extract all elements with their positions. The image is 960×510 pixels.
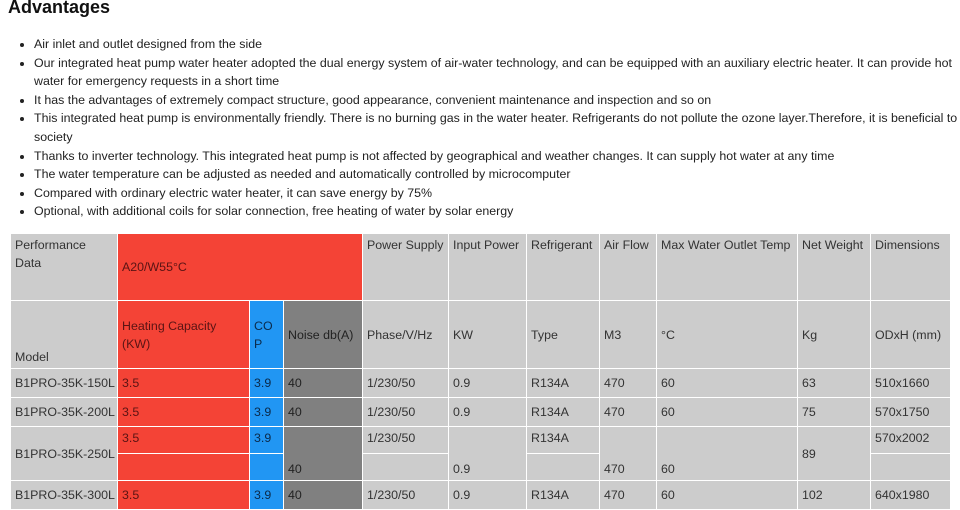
celsius-header: °C — [657, 301, 798, 369]
temp-cell: 60 — [657, 369, 798, 398]
dimensions-header: Dimensions — [871, 234, 951, 301]
list-item: • This integrated heat pump is environmentally friendly. There is no burning gas in the water heater. Refrigerants do not pollute the ozone layer.Therefore, it is beneficial to society — [34, 109, 960, 146]
type-header: Type — [527, 301, 600, 369]
capacity-cell: 3.5 — [118, 427, 250, 454]
phase-cell: 1/230/50 — [363, 369, 449, 398]
dimensions-cell: 570x1750 — [871, 398, 951, 427]
net-weight-header: Net Weight — [798, 234, 871, 301]
table-header-row — [11, 301, 951, 369]
cop-cell: 3.9 — [250, 481, 284, 510]
model-cell: B1PRO-35K-200L — [11, 398, 118, 427]
air-flow-cell: 470 — [600, 398, 657, 427]
refrigerant-cell: R134A — [527, 481, 600, 510]
weight-cell: 75 — [798, 398, 871, 427]
power-cell: 0.9 — [449, 398, 527, 427]
model-cell: B1PRO-35K-150L — [11, 369, 118, 398]
refrigerant-cell: R134A — [527, 398, 600, 427]
weight-cell: 102 — [798, 481, 871, 510]
list-item: • It has the advantages of extremely compact structure, good appearance, convenient maintenance and inspection and so on — [34, 91, 960, 110]
phase-cell: 1/230/50 — [363, 398, 449, 427]
refrigerant-cell-empty — [527, 454, 600, 481]
noise-cell: 40 — [284, 481, 363, 510]
cop-cell-empty — [250, 454, 284, 481]
list-item: • Optional, with additional coils for solar connection, free heating of water by solar energy — [34, 202, 960, 221]
phase-cell: 1/230/50 — [363, 481, 449, 510]
refrigerant-header: Refrigerant — [527, 234, 600, 301]
kg-header: Kg — [798, 301, 871, 369]
noise-cell: 40 — [284, 398, 363, 427]
noise-cell: 40 — [284, 427, 363, 481]
cop-cell: 3.9 — [250, 369, 284, 398]
kw-header: KW — [449, 301, 527, 369]
performance-data-header: Performance Data — [11, 234, 118, 301]
m3-header: M3 — [600, 301, 657, 369]
dimensions-cell: 510x1660 — [871, 369, 951, 398]
input-power-header: Input Power — [449, 234, 527, 301]
air-flow-header: Air Flow — [600, 234, 657, 301]
condition-header: A20/W55°C — [118, 234, 363, 301]
table-row — [11, 481, 951, 510]
temp-cell: 60 — [657, 427, 798, 481]
table-header-row — [11, 234, 951, 301]
dimensions-cell: 570x2002 — [871, 427, 951, 454]
dimensions-cell-empty — [871, 454, 951, 481]
odxh-header: ODxH (mm) — [871, 301, 951, 369]
air-flow-cell: 470 — [600, 427, 657, 481]
weight-cell: 63 — [798, 369, 871, 398]
temp-cell: 60 — [657, 481, 798, 510]
model-header: Model — [11, 301, 118, 369]
refrigerant-cell: R134A — [527, 369, 600, 398]
list-item: • The water temperature can be adjusted as needed and automatically controlled by microcomputer — [34, 165, 960, 184]
phase-cell-empty — [363, 454, 449, 481]
section-heading: Advantages — [8, 0, 111, 17]
power-cell: 0.9 — [449, 427, 527, 481]
cop-cell: 3.9 — [250, 427, 284, 454]
heating-capacity-header: Heating Capacity (KW) — [118, 301, 250, 369]
cop-header: COP — [250, 301, 284, 369]
noise-cell: 40 — [284, 369, 363, 398]
table-row — [11, 369, 951, 398]
noise-header: Noise db(A) — [284, 301, 363, 369]
phase-header: Phase/V/Hz — [363, 301, 449, 369]
air-flow-cell: 470 — [600, 481, 657, 510]
weight-cell: 89 — [798, 427, 871, 481]
capacity-cell: 3.5 — [118, 481, 250, 510]
list-item: • Thanks to inverter technology. This integrated heat pump is not affected by geographical and weather changes. It can supply hot water at any time — [34, 147, 960, 166]
cop-cell: 3.9 — [250, 398, 284, 427]
max-temp-header: Max Water Outlet Temp — [657, 234, 798, 301]
performance-table — [10, 233, 951, 510]
dimensions-cell: 640x1980 — [871, 481, 951, 510]
temp-cell: 60 — [657, 398, 798, 427]
capacity-cell: 3.5 — [118, 369, 250, 398]
refrigerant-cell: R134A — [527, 427, 600, 454]
phase-cell: 1/230/50 — [363, 427, 449, 454]
advantages-list — [14, 35, 960, 221]
capacity-cell-empty — [118, 454, 250, 481]
capacity-cell: 3.5 — [118, 398, 250, 427]
list-item: • Compared with ordinary electric water heater, it can save energy by 75% — [34, 184, 960, 203]
table-row — [11, 398, 951, 427]
list-item: • Our integrated heat pump water heater adopted the dual energy system of air-water technology, and can be equipped with an auxiliary electric heater. It can provide hot water for emergency requests in a short time — [34, 54, 960, 91]
power-cell: 0.9 — [449, 481, 527, 510]
model-cell: B1PRO-35K-250L — [11, 427, 118, 481]
table-row — [11, 427, 951, 454]
power-cell: 0.9 — [449, 369, 527, 398]
model-cell: B1PRO-35K-300L — [11, 481, 118, 510]
power-supply-header: Power Supply — [363, 234, 449, 301]
air-flow-cell: 470 — [600, 369, 657, 398]
list-item: • Air inlet and outlet designed from the side — [34, 35, 960, 54]
